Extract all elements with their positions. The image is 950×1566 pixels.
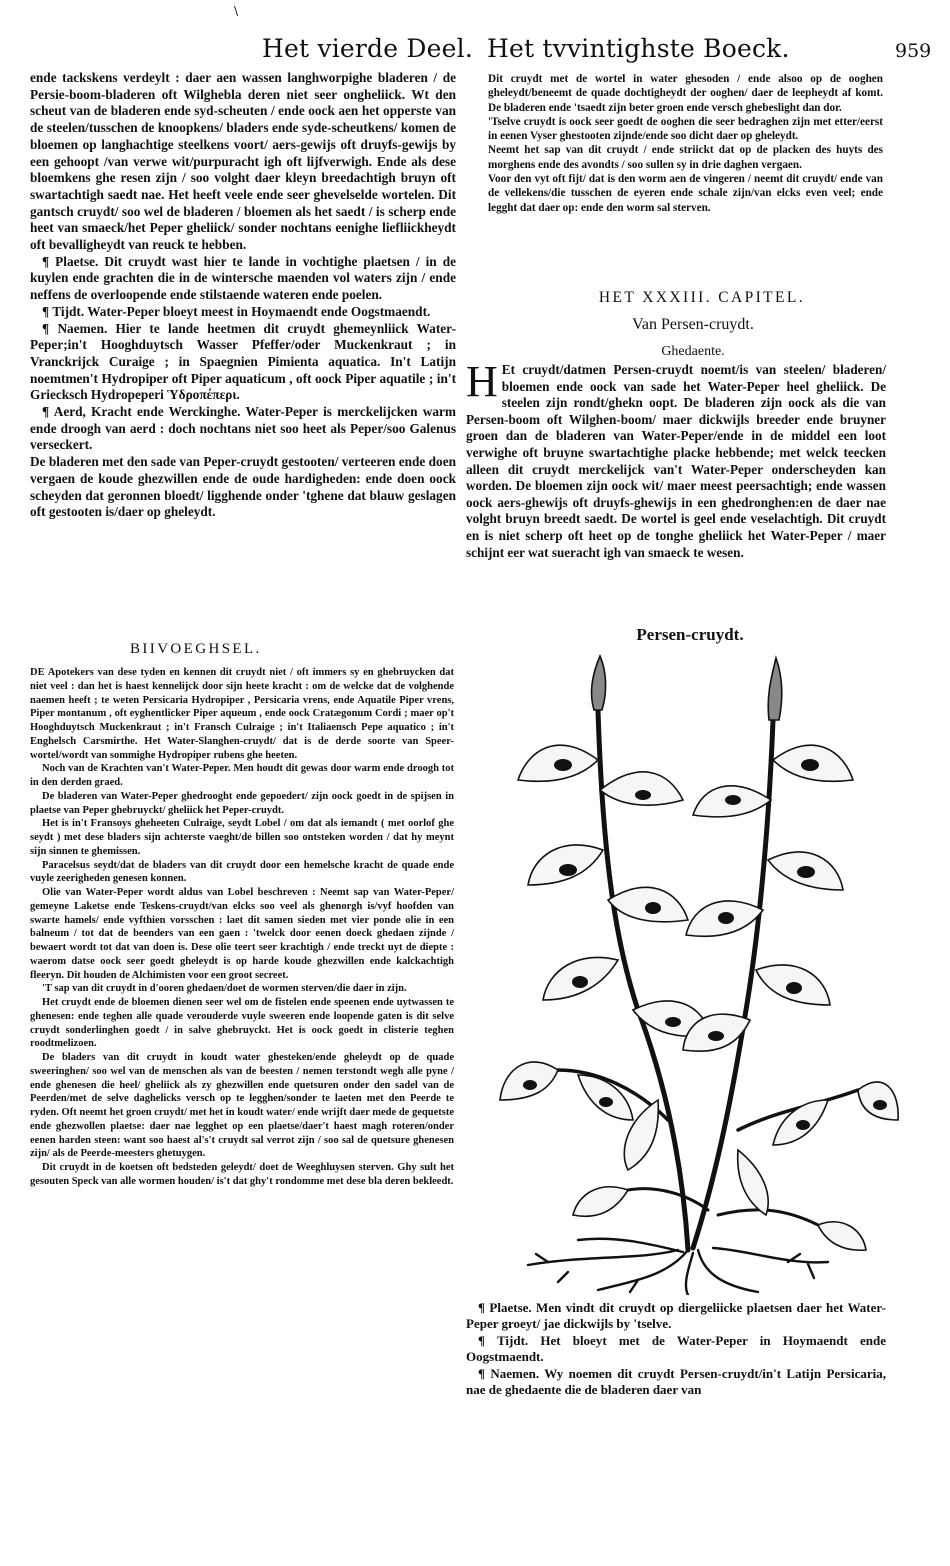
drop-cap: H — [466, 357, 498, 406]
paragraph-naemen: ¶ Naemen. Wy noemen dit cruydt Persen-cruydt/in't Latijn Persicaria, nae de ghedaente die de bladeren daer van — [466, 1365, 886, 1398]
paragraph: Het cruydt ende de bloemen dienen seer wel om de fistelen ende speenen ende uytwassen te ghenesen: ende teghen alle quade verouderde vuyle sweeren ende loopende gaten is dit selve cruydt sonderlinghen goedt / in salve ghebruyckt. Het is oock goedt in clisterie teghen roodtmelizoen. — [30, 997, 454, 1050]
paragraph-plaetse: ¶ Plaetse. Men vindt dit cruydt op diergeliicke plaetsen daer het Water-Peper groeyt/ jae dickwijls by 'tselve. — [466, 1300, 886, 1332]
paragraph: Dit cruydt in de koetsen oft bedsteden geleydt/ doet de Weeghluysen sterven. Ghy sult het gesouten Speck van alle wormen houden/ is't dat ghy't rondomme met dese bla deren bekleedt. — [30, 1162, 454, 1187]
paragraph: Paracelsus seydt/dat de bladers van dit cruydt door een hemelsche kracht de quade ende vuyle zeerigheden genesen konnen. — [30, 859, 454, 885]
page-number: 959 — [895, 40, 932, 62]
plant-woodcut — [488, 650, 903, 1295]
paragraph: De bladers van dit cruydt in koudt water ghesteken/ende gheleydt op de quade sweeringhen/ soo wel van de menschen als van de beesten / nemen terstondt wegh alle pyne / ende ghenesen die heel/ gheliick als zy ghezwillen ende quetsuren onder den sadel van de Peerden/met de selve daghelicks versch op te legghen/sonder te laeten met den Peerde te ryden. Oft neemt het groen cruydt/ met het in koudt water/ ende wrijft daer mede de gequetste ende ghezwollen plaetse: daer nae legghet op een plaetse/daer't haest magh roteren/onder eenen harden steen: want soo haest al's't cruydt sal verrot zijn / soo sal de quetsure ghenesen zijn/ als de Peerde-meesters ghetuygen. — [30, 1052, 454, 1160]
section-heading: Ghedaente. — [661, 344, 725, 359]
paragraph: Noch van de Krachten van't Water-Peper. Men houdt dit gewas door warm ende droogh tot in den derden graed. — [30, 763, 454, 788]
right-column-bottom — [466, 1300, 886, 1398]
paragraph: Neemt het sap van dit cruydt / ende striickt dat op de placken des huyts des morghens ende des avondts / soo sullen sy in drie daghen vergaen. — [488, 144, 883, 171]
paragraph: Het is in't Fransoys gheheeten Culraige, seydt Lobel / om dat als iemandt ( met oorlof ghe seydt ) met dese bladers sijn achterste vaeght/de billen soo ontsteken worden / dat hy meynt sijn sinnen te ghemissen. — [30, 818, 454, 857]
paragraph: 'T sap van dit cruydt in d'ooren ghedaen/doet de wormen sterven/die daer in zijn. — [42, 983, 407, 995]
paragraph-aerd: ¶ Aerd, Kracht ende Werckinghe. Water-Peper is merckelijcken warm ende droogh van aerd : doch nochtans niet soo heet als Peper/soo Galenus verseckert. — [30, 404, 456, 453]
paragraph-plaetse: ¶ Plaetse. Dit cruydt wast hier te lande in vochtighe plaetsen / in de kuylen ende grachten die in de wintersche maenden vol waters zijn / ende neffens de overloopende ende stilstaende wateren ende poelen. — [30, 253, 456, 303]
paragraph: Olie van Water-Peper wordt aldus van Lobel beschreven : Neemt sap van Water-Peper/ gemeyne Laketse ende Teskens-cruydt/van elcks soo veel als ghenorgh is/vyf hoofden van swarte hamels/ ende vyfthien vorsschen : laet dit samen sieden met vier ponde olie in een balneum / tot dat de beenders van een gaen : 'twelck door eenen doeck ghedaen zijnde / bewaert wordt tot dat van doen is. Dese olie teert seer krachtigh / ende treckt uyt de diepte : waerom datse oock seer goedt gheleydt is op harde koude ghezwillen ende kalckachtigh fleeryn. Dit houden de Alchimisten voor een groot secreet. — [30, 887, 454, 981]
paragraph: De bladeren van Water-Peper ghedrooght ende gepoedert/ zijn oock goedt in de spijsen in plaetse van Peper ghebruyckt/ gheliick het Peper-cruydt. — [30, 790, 454, 816]
left-column-top — [30, 70, 456, 521]
paragraph-tijdt: ¶ Tijdt. Het bloeyt met de Water-Peper in Hoymaendt ende Oogstmaendt. — [466, 1332, 886, 1365]
running-head-left: Het vierde Deel. — [262, 34, 473, 63]
ink-mark: \ — [234, 4, 239, 18]
bijvoeghsel-heading: BIIVOEGHSEL. — [130, 641, 262, 657]
chapter-title: Van Persen-cruydt. — [632, 316, 754, 333]
chapter-heading: HET XXXIII. CAPITEL. — [598, 289, 806, 306]
chapter-body — [466, 357, 886, 561]
figure-caption: Persen-cruydt. — [636, 625, 744, 644]
right-column-top — [488, 72, 883, 215]
paragraph-naemen: ¶ Naemen. Hier te lande heetmen dit cruydt ghemeynliick Water-Peper;in't Hooghduytsch Wasser Pfeffer/oder Muckenkraut ; in Vranckrijck Curaige ; in Spaegnien Pimienta aquatica. In't Latijn noemtmen't Hydropiper oft Piper aquaticum , oft oock Piper aquatile ; in't Griecksch Hydropeperi Ὑδροπέπερι. — [30, 320, 456, 403]
paragraph-tijdt: ¶ Tijdt. Water-Peper bloeyt meest in Hoymaendt ende Oogstmaendt. — [42, 303, 431, 319]
running-head-right: Het tvvintighste Boeck. — [487, 34, 790, 63]
chapter-body-text: Et cruydt/datmen Persen-cruydt noemt/is van steelen/ bladeren/ bloemen ende oock van sade het Water-Peper heel gheliick. De steelen zijn rondt/ghekn oopt. De bladeren zijn oock als die van Persen-boom oft Wilghen-boom/ maer dickwijls breeder ende bruyner groen dan de bladeren van Water-Peper/ende in de middel een loot verwighe oft bruyne swartachtighe placke hebbende; met welck teecken alleen dit cruydt merckelijck van't Water-Peper onderscheyden kan worden. De bloemen zijn oock wit/ maer meest peersachtigh; ende wassen oock aers-ghewijs oft druyfs-ghewijs in een ghedronghen:en de daer nae volght bruyn breedt saedt. De wortel is geel ende veselachtigh. Dit cruydt en is niet scherp oft heet op de tonghe gheliick het Water-Peper / maer schijnt eer wat sueracht igh van smaeck te wesen. — [466, 362, 886, 560]
paragraph: Dit cruydt met de wortel in water ghesoden / ende alsoo op de ooghen gheleydt/beneemt de quade dochtigheydt der ooghen/ daer de leepheydt af komt. De bladeren ende 'tsaedt zijn beter groen ende versch ghebeslight dan dor. — [488, 73, 883, 114]
paragraph: DE Apotekers van dese tyden en kennen dit cruydt niet / oft immers sy en ghebruycken dat niet veel : dan het is haest kennelijck door sijn heete kracht : om de welcke dat de volghende naemen heeft ; te weten Persicaria Hydropiper , Persicaria vrens, ende Aquatile Piper vrens, Piper montanum , oft eyghentlicker Piper aqueum , ende oock Cratægonum Cordi ; maer op't Hooghduytsch Muckenkraut ; in't Fransch Culraige ; in't Italiaensch Pepe aquatico ; in't Enghelsch Carsmirthe. Het Water-Slanghen-cruydt/ dat is de derde soorte van Speer-wortel/wordt van sommighe Hydropiper rubens ghe heeten. — [30, 667, 454, 761]
bijvoeghsel-text — [30, 666, 454, 1189]
paragraph: 'Tselve cruydt is oock seer goedt de ooghen die seer bedraghen zijn met etter/eerst in eenen Vyser ghestooten zijnde/ende soo dicht daer op gheleydt. — [488, 115, 883, 143]
paragraph: De bladeren met den sade van Peper-cruydt gestooten/ verteeren ende doen vergaen de koude ghezwillen ende de oude hardigheden: ende doen oock scheyden dat geronnen bloedt/ ligghende onder 'tghene dat blauw geslagen oft gestooten is/daer op gheleydt. — [30, 454, 456, 520]
paragraph: ende tackskens verdeylt : daer aen wassen langhworpighe bladeren / de Persie-boom-bladeren oft Wilghebla deren niet seer ongheliick. Wt den scheut van de bladeren ende syd-scheuten / ende oock aen het opperste van de steelen/tusschen de knoopkens/ bladers ende syde-scheutkens/ komen de bloemen op langhachtige steelkens voort/ aers-gewijs oft druyfs-gewijs by een gehoopt /van verwe wit/purpuracht igh oft lijfverwigh. Ende als dese bloemkens ghe resen zijn / soo volght daer kleyn breedachtigh bruyn oft swartachtigh saedt nae. Het heeft veele ende seer ghevelselde wortelen. Dit gantsch cruydt/ soo wel de bladeren / bloemen als het saedt / is scherp ende heet van smaeck/het Peper gheliick/ sonder nochtans eenighe liefliickheydt oft bevalligheydt van reuck te hebben. — [30, 70, 456, 253]
paragraph: Voor den vyt oft fijt/ dat is den worm aen de vingeren / neemt dit cruydt/ ende van de vellekens/die tusschen de eyeren ende schale zijn/van elcks even veel; ende legght dat daer op: ende den worm sal sterven. — [488, 173, 883, 214]
